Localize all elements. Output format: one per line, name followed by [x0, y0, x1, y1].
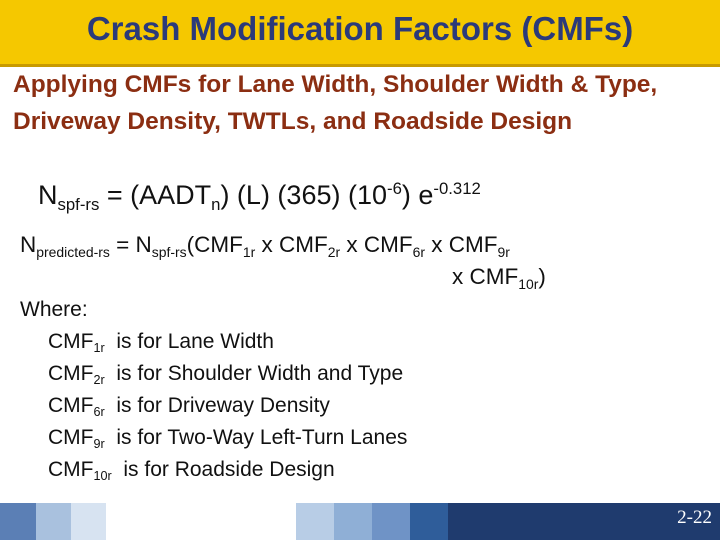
- footer-segment: [36, 503, 71, 540]
- footer-segment: [296, 503, 334, 540]
- footer-segment: [0, 503, 36, 540]
- definition-item: $CMF_{10r}$ is for Roadside Design: [48, 458, 335, 484]
- footer-segment: [372, 503, 410, 540]
- footer-segment: [410, 503, 448, 540]
- where-label: Where:: [20, 298, 88, 321]
- page-number: 2-22: [677, 507, 712, 528]
- footer-segment: [334, 503, 372, 540]
- equation-spf: $N_{spf-rs}$ = $(AADT_n)$ (L) (365) $(10^{-6})$ $e^{-0.312}$: [38, 178, 481, 214]
- slide-subtitle: Applying CMFs for Lane Width, Shoulder Width & Type, Driveway Density, TWTLs, and Roadside Design: [13, 71, 658, 135]
- slide-title: Crash Modification Factors (CMFs): [86, 10, 634, 47]
- definition-item: $CMF_{2r}$ is for Shoulder Width and Type: [48, 362, 404, 388]
- definition-item: $CMF_{9r}$ is for Two-Way Left-Turn Lanes: [48, 426, 408, 452]
- footer-segment: [106, 503, 296, 540]
- footer-segment: [71, 503, 106, 540]
- footer-bar: [0, 503, 720, 540]
- definition-item: $CMF_{6r}$ is for Driveway Density: [48, 394, 330, 420]
- equation-predicted-line2: x $CMF_{10r}$): [452, 264, 546, 292]
- definition-item: $CMF_{1r}$ is for Lane Width: [48, 330, 274, 356]
- equation-predicted: $N_{predicted-rs} = N_{spf-rs}(CMF_{1r}$ x $CMF_{2r}$ x $CMF_{6r}$ x $CMF_{9r}$: [20, 232, 510, 260]
